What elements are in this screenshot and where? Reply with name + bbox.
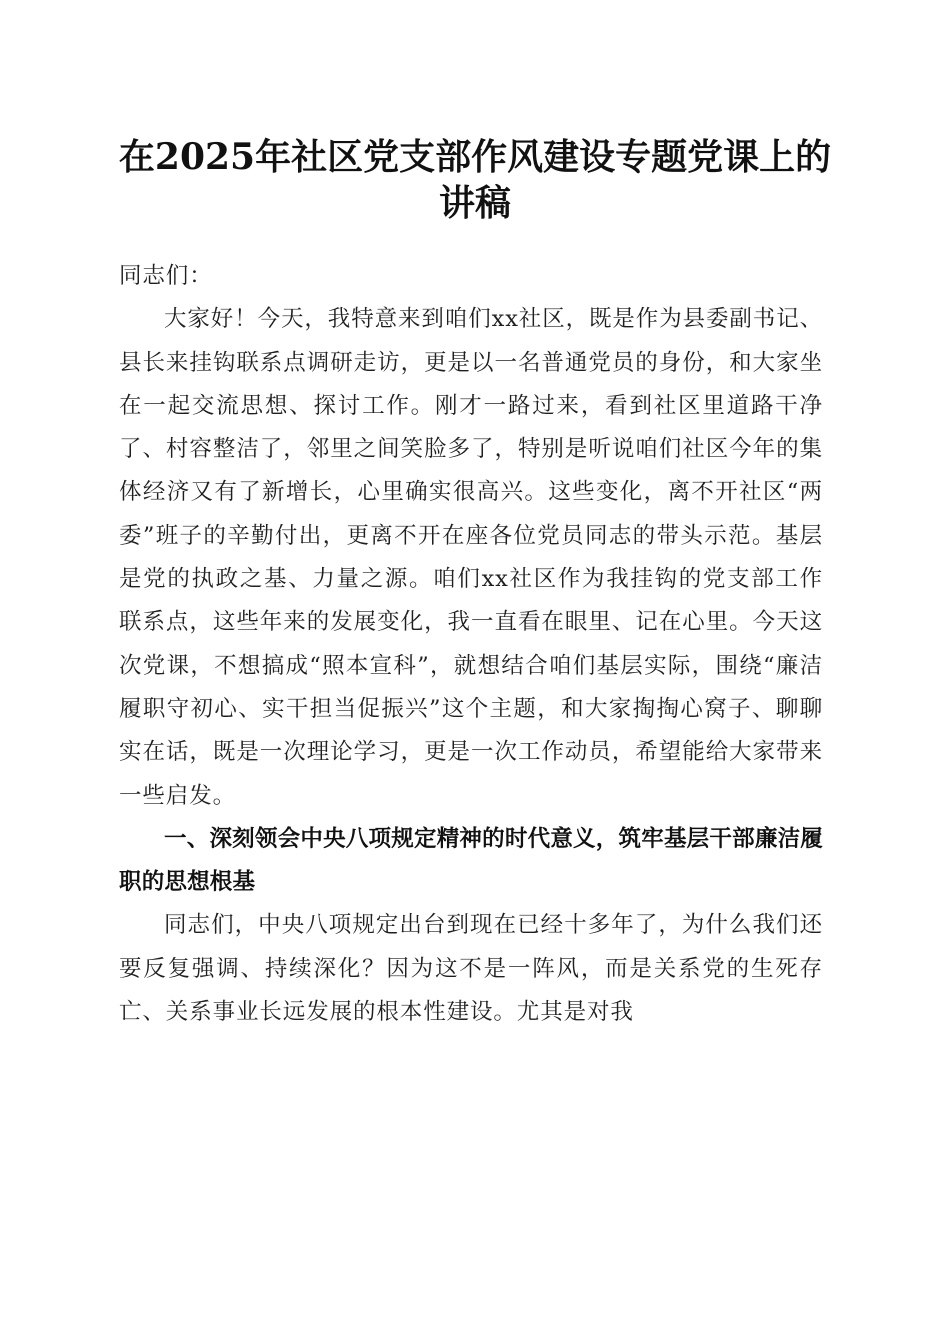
salutation: 同志们：	[119, 263, 213, 289]
intro-paragraph: 大家好！今天，我特意来到咱们xx社区，既是作为县委副书记、县长来挂钩联系点调研走访，更是以一名普通党员的身份，和大家坐在一起交流思想、探讨工作。刚才一路过来，看到社区里道路干净了、村容整洁了，邻里之间笑脸多了，特别是听说咱们社区今年的集体经济又有了新增长，心里确实很高兴。这些变化，离不开社区“两委”班子的辛勤付出，更离不开在座各位党员同志的带头示范。基层是党的执政之基、力量之源。咱们xx社区作为我挂钩的党支部工作联系点，这些年来的发展变化，我一直看在眼里、记在心里。今天这次党课，不想搞成“照本宣科”，就想结合咱们基层实际，围绕“廉洁履职守初心、实干担当促振兴”这个主题，和大家掏掏心窝子、聊聊实在话，既是一次理论学习，更是一次工作动员，希望能给大家带来一些启发。	[119, 306, 823, 809]
section-heading: 一、深刻领会中央八项规定精神的时代意义，筑牢基层干部廉洁履职的思想根基	[119, 825, 823, 896]
section-paragraph: 同志们，中央八项规定出台到现在已经十多年了，为什么我们还要反复强调、持续深化？因为这不是一阵风，而是关系党的生死存亡、关系事业长远发展的根本性建设。尤其是对我	[119, 912, 823, 1026]
document-title: 在2025年社区党支部作风建设专题党课上的讲稿	[118, 136, 832, 224]
document-body	[119, 255, 823, 1034]
